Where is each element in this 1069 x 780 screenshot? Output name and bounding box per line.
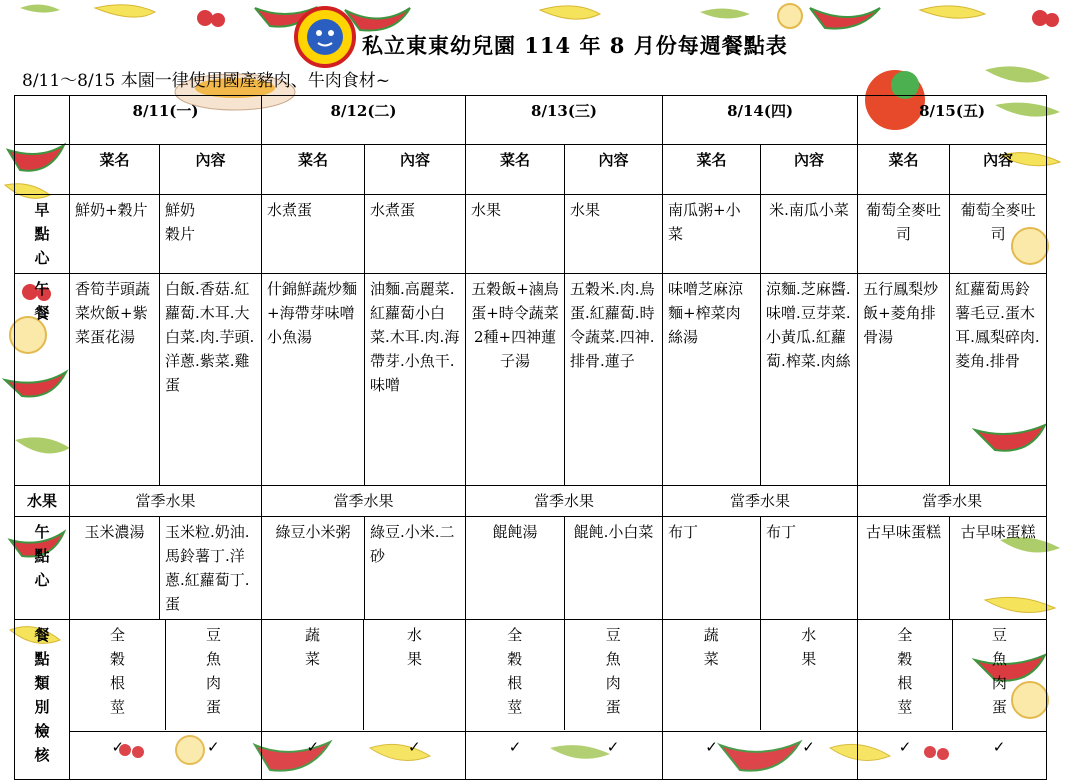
dish-header: 菜名	[858, 145, 950, 195]
breakfast-content: 水煮蛋	[365, 195, 466, 274]
snack-dish: 玉米濃湯	[70, 517, 160, 620]
check-row	[15, 732, 1047, 780]
breakfast-dish: 水果	[466, 195, 565, 274]
category-fruit: 水果	[407, 626, 423, 668]
lunch-dish: 五行鳳梨炒飯+菱角排骨湯	[858, 274, 950, 486]
school-logo	[294, 6, 356, 68]
snack-content: 綠豆.小米.二砂	[365, 517, 466, 620]
page-subtitle: 8/11～8/15 本園一律使用國產豬肉、牛肉食材~	[22, 71, 390, 91]
snack-row-label: 午點心	[34, 523, 50, 589]
category-fruit: 水果	[801, 626, 817, 668]
content-header: 內容	[565, 145, 663, 195]
breakfast-row-label: 早點心	[34, 201, 50, 267]
dish-header: 菜名	[70, 145, 160, 195]
snack-row	[15, 517, 1047, 620]
breakfast-dish: 葡萄全麥吐司	[858, 195, 950, 274]
content-header: 內容	[365, 145, 466, 195]
check-row-label: 餐點類別檢核	[34, 626, 50, 764]
date-header-row	[15, 96, 1047, 145]
fruit-cell: 當季水果	[262, 486, 466, 517]
breakfast-content: 葡萄全麥吐司	[950, 195, 1047, 274]
snack-content: 布丁	[761, 517, 858, 620]
date-cell: 8/11(一)	[70, 96, 262, 145]
fruit-cell: 當季水果	[70, 486, 262, 517]
category-grain: 全穀根莖	[897, 626, 913, 716]
fruit-cell: 當季水果	[466, 486, 663, 517]
lunch-dish: 五穀飯+滷鳥蛋+時令蔬菜2種+四神蓮子湯	[466, 274, 565, 486]
snack-content: 餛飩.小白菜	[565, 517, 663, 620]
column-header-row	[15, 145, 1047, 195]
check-mark: ✓	[606, 738, 620, 756]
snack-dish: 古早味蛋糕	[858, 517, 950, 620]
lunch-content: 白飯.香菇.紅蘿蔔.木耳.大白菜.肉.芋頭.洋蔥.紫菜.雞蛋	[160, 274, 262, 486]
corner-cell	[15, 145, 70, 195]
content-header: 內容	[761, 145, 858, 195]
check-mark: ✓	[407, 738, 421, 756]
dish-header: 菜名	[262, 145, 365, 195]
category-vegetable: 蔬菜	[703, 626, 719, 668]
category-grain: 全穀根莖	[110, 626, 126, 716]
dish-header: 菜名	[663, 145, 761, 195]
breakfast-content: 鮮奶 穀片	[160, 195, 262, 274]
corner-cell	[15, 96, 70, 145]
lunch-content: 五穀米.肉.鳥蛋.紅蘿蔔.時令蔬菜.四神.排骨.蓮子	[565, 274, 663, 486]
date-cell: 8/14(四)	[663, 96, 858, 145]
fruit-cell: 當季水果	[858, 486, 1047, 517]
lunch-content: 涼麵.芝麻醬.味噌.豆芽菜.小黃瓜.紅蘿蔔.榨菜.肉絲	[761, 274, 858, 486]
snack-content: 古早味蛋糕	[950, 517, 1047, 620]
breakfast-dish: 水煮蛋	[262, 195, 365, 274]
lunch-dish: 什錦鮮蔬炒麵+海帶芽味噌小魚湯	[262, 274, 365, 486]
check-mark: ✓	[306, 738, 320, 756]
category-protein: 豆魚肉蛋	[605, 626, 621, 716]
breakfast-dish: 鮮奶+穀片	[70, 195, 160, 274]
date-cell: 8/13(三)	[466, 96, 663, 145]
snack-dish: 綠豆小米粥	[262, 517, 365, 620]
check-mark: ✓	[898, 738, 912, 756]
breakfast-dish: 南瓜粥+小菜	[663, 195, 761, 274]
breakfast-content: 水果	[565, 195, 663, 274]
check-mark: ✓	[802, 738, 815, 756]
category-protein: 豆魚肉蛋	[206, 626, 222, 716]
check-mark: ✓	[705, 738, 718, 756]
content-header: 內容	[950, 145, 1047, 195]
lunch-dish: 香筍芋頭蔬菜炊飯+紫菜蛋花湯	[70, 274, 160, 486]
check-mark: ✓	[508, 738, 522, 756]
category-vegetable: 蔬菜	[305, 626, 321, 668]
lunch-row	[15, 274, 1047, 486]
content-header: 內容	[160, 145, 262, 195]
fruit-row	[15, 486, 1047, 517]
category-row	[15, 620, 1047, 732]
check-mark: ✓	[206, 738, 220, 756]
category-protein: 豆魚肉蛋	[991, 626, 1007, 716]
dish-header: 菜名	[466, 145, 565, 195]
fruit-cell: 當季水果	[663, 486, 858, 517]
lunch-content: 油麵.高麗菜.紅蘿蔔小白菜.木耳.肉.海帶芽.小魚干.味噌	[365, 274, 466, 486]
weekly-menu-table	[14, 95, 1047, 780]
breakfast-content: 米.南瓜小菜	[761, 195, 858, 274]
snack-dish: 餛飩湯	[466, 517, 565, 620]
snack-dish: 布丁	[663, 517, 761, 620]
category-grain: 全穀根莖	[507, 626, 523, 716]
date-cell: 8/15(五)	[858, 96, 1047, 145]
check-mark: ✓	[992, 738, 1006, 756]
lunch-content: 紅蘿蔔馬鈴薯毛豆.蛋木耳.鳳梨碎肉.菱角.排骨	[950, 274, 1047, 486]
date-cell: 8/12(二)	[262, 96, 466, 145]
fruit-row-label: 水果	[15, 486, 70, 517]
lunch-row-label: 午餐	[34, 280, 50, 322]
check-mark: ✓	[111, 738, 125, 756]
lunch-dish: 味噌芝麻涼麵+榨菜肉絲湯	[663, 274, 761, 486]
breakfast-row	[15, 195, 1047, 274]
page-title: 私立東東幼兒園 114 年 8 月份每週餐點表	[362, 33, 788, 58]
snack-content: 玉米粒.奶油.馬鈴薯丁.洋蔥.紅蘿蔔丁.蛋	[160, 517, 262, 620]
